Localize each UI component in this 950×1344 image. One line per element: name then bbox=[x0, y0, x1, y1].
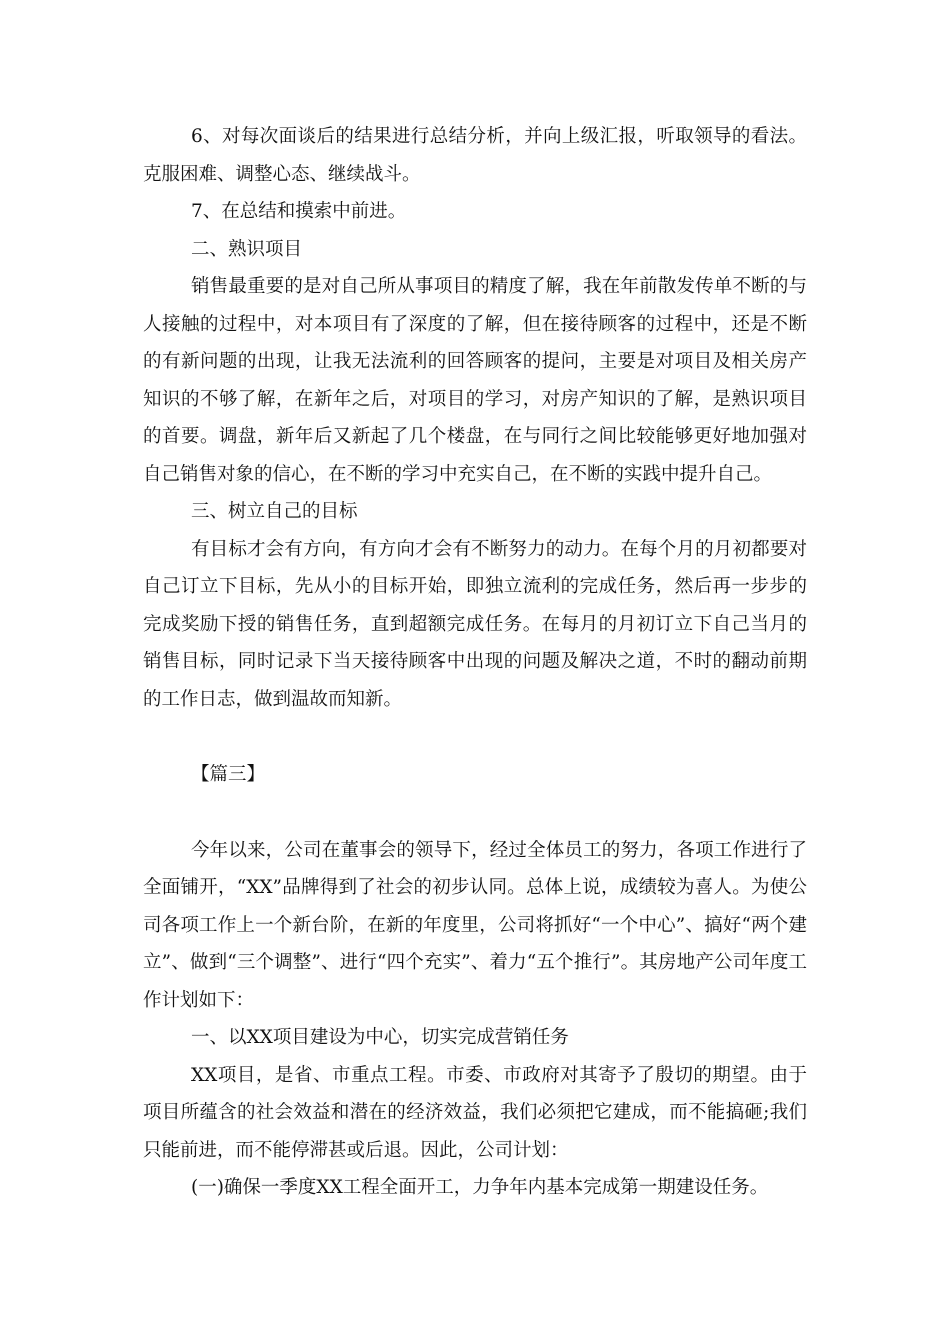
paragraph-intro: 今年以来，公司在董事会的领导下，经过全体员工的努力，各项工作进行了全面铺开，“XX”品牌得到了社会的初步认同。总体上说，成绩较为喜人。为使公司各项工作上一个新台阶，在新的年度里，公司将抓好“一个中心”、搞好“两个建立”、做到“三个调整”、进行“四个充实”、着力“五个推行”。其房地产公司年度工作计划如下： bbox=[143, 839, 807, 1011]
heading-familiar-project: 二、熟识项目 bbox=[191, 238, 303, 260]
paragraph-item-6: 6、对每次面谈后的结果进行总结分析，并向上级汇报，听取领导的看法。克服困难、调整心态、继续战斗。 bbox=[143, 126, 807, 185]
section-title: 【篇三】 bbox=[191, 764, 266, 785]
document-page bbox=[143, 118, 807, 1207]
spacer bbox=[143, 718, 807, 756]
paragraph-familiar-project: 销售最重要的是对自己所从事项目的精度了解，我在年前散发传单不断的与人接触的过程中，对本项目有了深度的了解，但在接待顾客的过程中，还是不断的有新问题的出现，让我无法流利的回答顾客的提问，主要是对项目及相关房产知识的不够了解，在新年之后，对项目的学习，对房产知识的了解，是熟识项目的首要。调盘，新年后又新起了几个楼盘，在与同行之间比较能够更好地加强对自己销售对象的信心，在不断的学习中充实自己，在不断的实践中提升自己。 bbox=[143, 276, 807, 485]
heading-set-goals: 三、树立自己的目标 bbox=[191, 501, 358, 522]
paragraph-item-7: 7、在总结和摸索中前进。 bbox=[191, 201, 407, 222]
paragraph-plan-item-1: (一)确保一季度XX工程全面开工，力争年内基本完成第一期建设任务。 bbox=[191, 1177, 769, 1198]
spacer bbox=[143, 794, 807, 832]
paragraph-set-goals: 有目标才会有方向，有方向才会有不断努力的动力。在每个月的月初都要对自己订立下目标，先从小的目标开始，即独立流利的完成任务，然后再一步步的完成奖励下授的销售任务，直到超额完成任务。在每月的月初订立下自己当月的销售目标，同时记录下当天接待顾客中出现的问题及解决之道，不时的翻动前期的工作日志，做到温故而知新。 bbox=[143, 538, 807, 710]
paragraph-project-importance: XX项目，是省、市重点工程。市委、市政府对其寄予了殷切的期望。由于项目所蕴含的社会效益和潜在的经济效益，我们必须把它建成，而不能搞砸;我们只能前进，而不能停滞甚或后退。因此，公司计划： bbox=[143, 1064, 807, 1161]
heading-marketing-task: 一、以XX项目建设为中心，切实完成营销任务 bbox=[191, 1027, 569, 1048]
